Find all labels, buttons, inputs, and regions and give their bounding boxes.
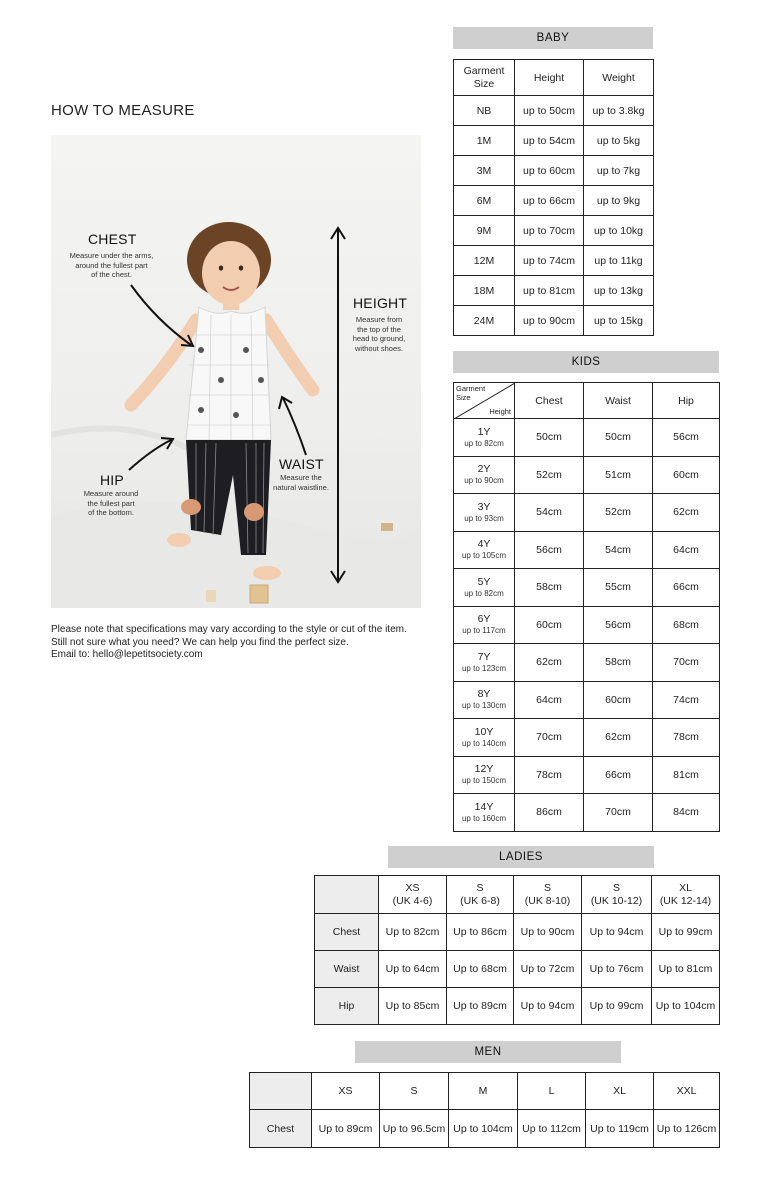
chest-cell: 50cm	[515, 419, 584, 457]
table-header-row	[454, 60, 654, 96]
ladies-size-table	[314, 875, 720, 1025]
hip-cell: 74cm	[653, 681, 720, 719]
size-cell	[454, 644, 515, 682]
waist-cell: 70cm	[584, 794, 653, 832]
uk-size-label: (UK 6-8)	[460, 894, 500, 907]
size-cell: 6M	[454, 186, 515, 216]
size-label: 1Y	[477, 425, 491, 438]
chest-cell: 60cm	[515, 606, 584, 644]
value-cell: Up to 104cm	[652, 988, 720, 1025]
size-cell	[454, 719, 515, 757]
value-cell: up to 3.8kg	[584, 96, 654, 126]
value-cell: up to 11kg	[584, 246, 654, 276]
size-cell: 18M	[454, 276, 515, 306]
corner-garment-size: Garment Size	[456, 384, 486, 402]
size-label: 3Y	[477, 500, 491, 513]
value-cell: up to 50cm	[515, 96, 584, 126]
table-row	[454, 126, 654, 156]
table-row	[315, 914, 720, 951]
size-label: 12Y	[474, 763, 494, 776]
value-cell: up to 70cm	[515, 216, 584, 246]
table-row	[454, 531, 720, 569]
value-cell: up to 81cm	[515, 276, 584, 306]
table-row	[454, 756, 720, 794]
value-cell: up to 15kg	[584, 306, 654, 336]
height-label: up to 93cm	[464, 513, 504, 523]
size-cell: 3M	[454, 156, 515, 186]
height-label: up to 130cm	[461, 701, 507, 711]
size-label: 6Y	[477, 613, 491, 626]
chest-cell: 58cm	[515, 569, 584, 607]
size-header-cell: XL	[586, 1073, 654, 1110]
hip-cell: 70cm	[653, 644, 720, 682]
table-header-row	[454, 383, 720, 419]
table-header-row	[250, 1073, 720, 1110]
chest-cell: 64cm	[515, 681, 584, 719]
size-header-cell: L	[518, 1073, 586, 1110]
table-row	[454, 681, 720, 719]
value-cell: Up to 81cm	[652, 951, 720, 988]
uk-size-label: (UK 4-6)	[392, 894, 433, 907]
note-line: Still not sure what you need? We can help you find the perfect size.	[51, 636, 349, 648]
height-label: up to 105cm	[461, 551, 507, 561]
hip-cell: 81cm	[653, 756, 720, 794]
header-cell: Height	[515, 60, 584, 96]
size-header-cell	[582, 876, 652, 914]
measure-label-cell: Chest	[250, 1110, 312, 1148]
size-label: S	[612, 881, 620, 894]
size-label: 14Y	[474, 800, 494, 813]
size-header-cell	[514, 876, 582, 914]
value-cell: Up to 82cm	[379, 914, 447, 951]
kids-size-table	[453, 382, 720, 832]
hip-cell: 78cm	[653, 719, 720, 757]
chest-cell: 86cm	[515, 794, 584, 832]
size-label: 10Y	[474, 725, 494, 738]
chest-cell: 52cm	[515, 456, 584, 494]
size-label: S	[543, 881, 551, 894]
value-cell: Up to 68cm	[447, 951, 514, 988]
waist-cell: 66cm	[584, 756, 653, 794]
waist-cell: 56cm	[584, 606, 653, 644]
chest-cell: 62cm	[515, 644, 584, 682]
value-cell: Up to 126cm	[654, 1110, 720, 1148]
measurement-note	[51, 624, 407, 662]
size-header-cell: XXL	[654, 1073, 720, 1110]
table-row	[454, 569, 720, 607]
waist-cell: 62cm	[584, 719, 653, 757]
table-row	[454, 494, 720, 532]
value-cell: up to 7kg	[584, 156, 654, 186]
size-header-cell: M	[449, 1073, 518, 1110]
hip-instructions: Measure around the fullest part of the bottom.	[83, 489, 139, 517]
size-label: S	[476, 881, 484, 894]
kids-section-title: KIDS	[453, 351, 719, 373]
corner-header-cell	[454, 383, 515, 419]
value-cell: Up to 89cm	[447, 988, 514, 1025]
value-cell: up to 90cm	[515, 306, 584, 336]
table-row	[454, 644, 720, 682]
size-label: 7Y	[477, 650, 491, 663]
table-row	[454, 246, 654, 276]
value-cell: up to 60cm	[515, 156, 584, 186]
value-cell: up to 13kg	[584, 276, 654, 306]
table-row	[454, 276, 654, 306]
table-row	[454, 216, 654, 246]
note-line: Please note that specifications may vary according to the style or cut of the item.	[51, 624, 407, 635]
size-cell: 1M	[454, 126, 515, 156]
uk-size-label: (UK 10-12)	[590, 894, 643, 907]
child-measurement-photo	[51, 135, 421, 608]
table-row	[454, 456, 720, 494]
height-label: up to 82cm	[464, 588, 504, 598]
value-cell: Up to 99cm	[582, 988, 652, 1025]
height-instructions: Measure from the top of the head to ground, without shoes.	[352, 315, 406, 353]
ladies-section-title: LADIES	[388, 846, 654, 868]
table-row	[454, 794, 720, 832]
hip-cell: 56cm	[653, 419, 720, 457]
chest-cell: 78cm	[515, 756, 584, 794]
value-cell: up to 10kg	[584, 216, 654, 246]
size-cell	[454, 531, 515, 569]
waist-cell: 58cm	[584, 644, 653, 682]
waist-cell: 51cm	[584, 456, 653, 494]
table-row	[454, 306, 654, 336]
measure-label-cell: Chest	[315, 914, 379, 951]
value-cell: up to 9kg	[584, 186, 654, 216]
value-cell: Up to 86cm	[447, 914, 514, 951]
header-cell: Garment Size	[454, 60, 515, 96]
hip-cell: 66cm	[653, 569, 720, 607]
chest-cell: 54cm	[515, 494, 584, 532]
height-label: up to 82cm	[464, 438, 504, 448]
height-label: up to 123cm	[461, 663, 507, 673]
header-cell: Weight	[584, 60, 654, 96]
value-cell: Up to 72cm	[514, 951, 582, 988]
value-cell: Up to 85cm	[379, 988, 447, 1025]
value-cell: Up to 96.5cm	[380, 1110, 449, 1148]
table-row	[454, 419, 720, 457]
waist-cell: 55cm	[584, 569, 653, 607]
value-cell: Up to 64cm	[379, 951, 447, 988]
header-cell: Chest	[515, 383, 584, 419]
size-label: 2Y	[477, 463, 491, 476]
corner-height: Height	[489, 407, 511, 416]
chest-cell: 70cm	[515, 719, 584, 757]
child-illustration	[51, 135, 421, 608]
size-cell: 12M	[454, 246, 515, 276]
size-header-cell	[652, 876, 720, 914]
men-size-table	[249, 1072, 720, 1148]
value-cell: up to 74cm	[515, 246, 584, 276]
height-label: up to 160cm	[461, 813, 507, 823]
size-cell	[454, 419, 515, 457]
table-row	[454, 96, 654, 126]
value-cell: up to 5kg	[584, 126, 654, 156]
measure-label-cell: Hip	[315, 988, 379, 1025]
size-label: 5Y	[477, 575, 491, 588]
measure-label-cell: Waist	[315, 951, 379, 988]
table-row	[454, 186, 654, 216]
value-cell: Up to 94cm	[514, 988, 582, 1025]
size-cell	[454, 606, 515, 644]
size-cell: 24M	[454, 306, 515, 336]
value-cell: Up to 89cm	[312, 1110, 380, 1148]
table-row	[454, 606, 720, 644]
size-cell	[454, 494, 515, 532]
size-cell	[454, 756, 515, 794]
size-cell	[454, 569, 515, 607]
waist-label: WAIST	[279, 456, 324, 472]
chest-instructions: Measure under the arms, around the fullest part of the chest.	[69, 251, 154, 279]
size-label: XL	[679, 881, 692, 894]
men-section-title: MEN	[355, 1041, 621, 1063]
value-cell: Up to 104cm	[449, 1110, 518, 1148]
value-cell: Up to 90cm	[514, 914, 582, 951]
size-header-cell	[379, 876, 447, 914]
height-label: up to 117cm	[462, 626, 506, 636]
value-cell: up to 54cm	[515, 126, 584, 156]
size-label: XS	[405, 881, 420, 894]
value-cell: Up to 99cm	[652, 914, 720, 951]
size-cell	[454, 456, 515, 494]
hip-cell: 68cm	[653, 606, 720, 644]
size-header-cell: S	[380, 1073, 449, 1110]
height-label: HEIGHT	[353, 295, 408, 311]
size-cell	[454, 681, 515, 719]
value-cell: up to 66cm	[515, 186, 584, 216]
size-label: 8Y	[477, 688, 491, 701]
height-label: up to 140cm	[461, 738, 507, 748]
uk-size-label: (UK 8-10)	[524, 894, 571, 907]
size-label: 4Y	[477, 538, 491, 551]
empty-corner-cell	[250, 1073, 312, 1110]
uk-size-label: (UK 12-14)	[659, 894, 712, 907]
table-row	[250, 1110, 720, 1148]
hip-cell: 60cm	[653, 456, 720, 494]
waist-cell: 52cm	[584, 494, 653, 532]
header-cell: Hip	[653, 383, 720, 419]
value-cell: Up to 76cm	[582, 951, 652, 988]
waist-cell: 54cm	[584, 531, 653, 569]
hip-cell: 62cm	[653, 494, 720, 532]
table-row	[454, 156, 654, 186]
size-cell	[454, 794, 515, 832]
hip-label: HIP	[100, 472, 124, 488]
size-header-cell	[447, 876, 514, 914]
waist-cell: 60cm	[584, 681, 653, 719]
height-label: up to 150cm	[461, 776, 507, 786]
size-cell: NB	[454, 96, 515, 126]
baby-size-table	[453, 59, 654, 336]
table-row	[454, 719, 720, 757]
table-row	[315, 951, 720, 988]
value-cell: Up to 94cm	[582, 914, 652, 951]
note-email: Email to: hello@lepetitsociety.com	[51, 649, 203, 660]
table-row	[315, 988, 720, 1025]
size-cell: 9M	[454, 216, 515, 246]
empty-corner-cell	[315, 876, 379, 914]
hip-cell: 84cm	[653, 794, 720, 832]
waist-cell: 50cm	[584, 419, 653, 457]
table-header-row	[315, 876, 720, 914]
value-cell: Up to 119cm	[586, 1110, 654, 1148]
chest-cell: 56cm	[515, 531, 584, 569]
hip-cell: 64cm	[653, 531, 720, 569]
height-label: up to 90cm	[464, 476, 504, 486]
size-header-cell: XS	[312, 1073, 380, 1110]
waist-instructions: Measure the natural waistline.	[273, 473, 329, 492]
value-cell: Up to 112cm	[518, 1110, 586, 1148]
baby-section-title: BABY	[453, 27, 653, 49]
how-to-measure-title: HOW TO MEASURE	[51, 102, 195, 119]
chest-label: CHEST	[88, 231, 137, 247]
header-cell: Waist	[584, 383, 653, 419]
